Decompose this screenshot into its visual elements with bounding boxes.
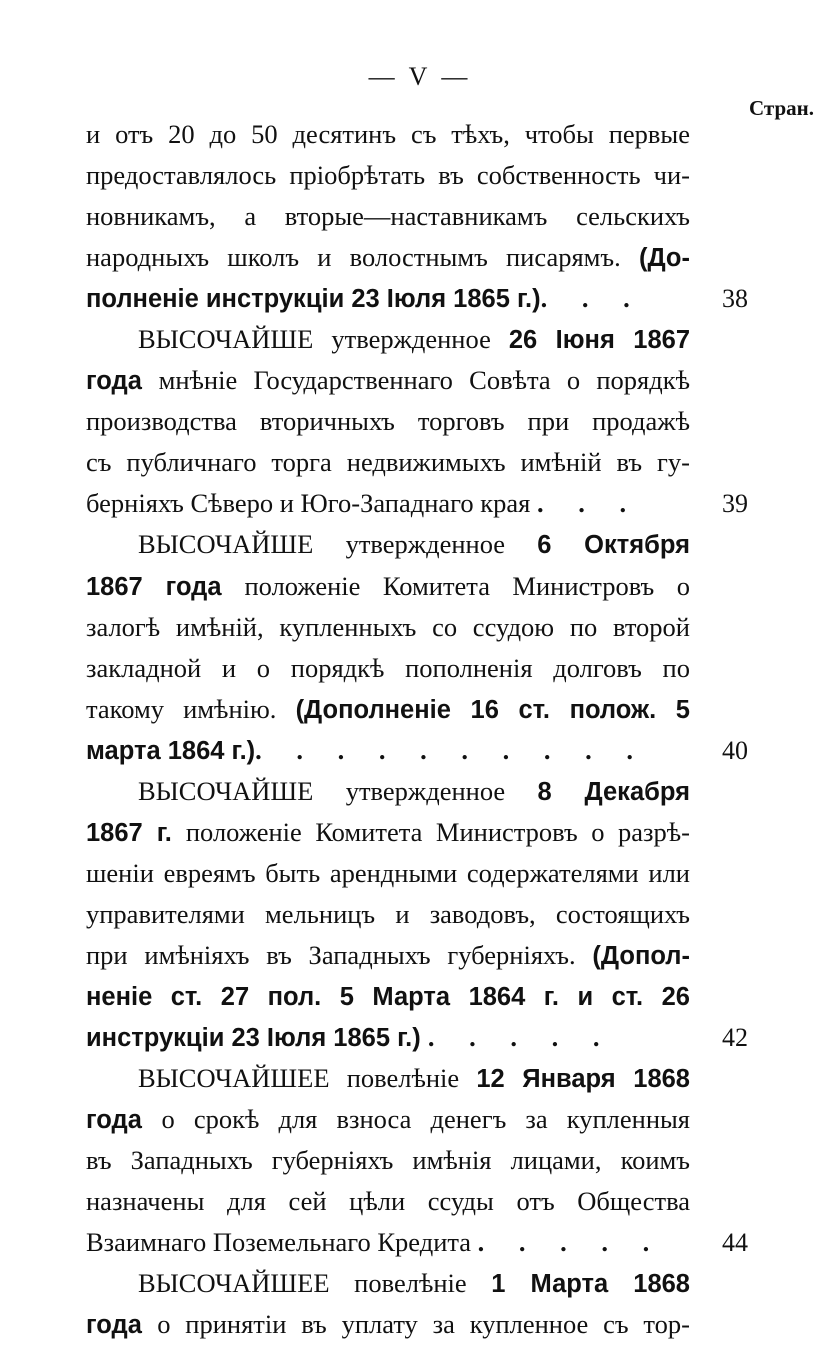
page-reference: 39	[722, 489, 748, 519]
text-segment: положеніе Комитета Министровъ о	[244, 570, 690, 601]
text-segment: управителями мельницъ и заводовъ, состоящихъ	[86, 898, 690, 929]
bold-text: (Допол-	[592, 941, 690, 970]
text-segment: ВЫСОЧАЙШЕ утвержденное	[138, 775, 538, 806]
bold-text: года	[86, 367, 159, 396]
text-line	[86, 155, 690, 196]
leader-dots: . . . . . . . . . .	[255, 734, 648, 765]
bold-text: неніе ст. 27 пол. 5 Марта 1864 г. и ст. 26	[86, 982, 690, 1011]
bold-text: 8 Декабря	[537, 777, 691, 806]
bold-text: полненіе инструкціи 23 Іюля 1865 г.)	[86, 285, 541, 314]
text-line	[86, 483, 748, 524]
bold-text: (До-	[638, 244, 690, 273]
text-line	[86, 812, 690, 853]
bold-text: года	[86, 1106, 162, 1135]
text-segment: берніяхъ Сѣверо и Юго-Западнаго края	[86, 488, 537, 519]
text-line	[86, 976, 690, 1017]
text-line	[86, 196, 690, 237]
text-line	[86, 524, 690, 565]
page-reference: 42	[722, 1023, 748, 1053]
text-segment: шеніи евреямъ быть арендными содержателями или	[86, 857, 690, 888]
text-line	[86, 1263, 690, 1304]
text-line	[86, 771, 690, 812]
text-line	[86, 935, 690, 976]
text-segment: утвержденное	[331, 324, 509, 355]
text-line	[86, 1017, 748, 1058]
bold-text: 1 Марта 1868	[491, 1270, 690, 1299]
text-segment: Взаимнаго Поземельнаго Кредита	[86, 1227, 478, 1258]
bold-text: 12 Января 1868	[476, 1065, 690, 1094]
page-reference: 40	[722, 735, 748, 765]
text-segment: о срокѣ для взноса денегъ за купленныя	[161, 1104, 690, 1135]
text-line	[86, 401, 690, 442]
text-line	[86, 237, 690, 278]
page-number: — V —	[368, 62, 472, 91]
text-line	[86, 853, 690, 894]
text-line	[86, 566, 690, 607]
text-segment: ВЫСОЧАЙШЕЕ повелѣніе	[138, 1063, 477, 1094]
text-line	[86, 730, 748, 771]
text-line	[86, 360, 690, 401]
text-line	[86, 442, 690, 483]
text-segment: съ публичнаго торга недвижимыхъ имѣній въ гу-	[86, 447, 690, 478]
text-segment: въ Западныхъ губерніяхъ имѣнія лицами, коимъ	[86, 1145, 690, 1176]
table-of-contents-body	[86, 114, 748, 1345]
bold-text: (Дополненіе 16 ст. полож. 5	[295, 695, 690, 724]
leader-dots: . . .	[540, 283, 644, 314]
text-segment: ВЫСОЧАЙШЕЕ повелѣніе	[138, 1268, 492, 1299]
bold-text: инструкціи 23 Іюля 1865 г.)	[86, 1024, 428, 1053]
leader-dots: . . .	[536, 488, 641, 519]
text-line	[86, 1304, 690, 1345]
bold-text: 1867 г.	[86, 818, 186, 847]
text-segment: и отъ 20 до 50 десятинъ съ тѣхъ, чтобы первые	[86, 119, 690, 149]
text-line	[86, 1058, 690, 1099]
page-reference: 44	[722, 1228, 748, 1258]
page-reference: 38	[722, 284, 748, 314]
text-segment: о принятіи въ уплату за купленное съ тор-	[157, 1309, 690, 1340]
bold-text: года	[86, 1311, 158, 1340]
bold-text: 1867 года	[86, 572, 245, 601]
text-line	[86, 278, 748, 319]
bold-text: марта 1864 г.)	[86, 736, 256, 765]
text-line	[86, 319, 690, 360]
text-line	[86, 689, 690, 730]
text-segment: ВЫСОЧАЙШЕ	[138, 324, 332, 355]
text-line	[86, 607, 690, 648]
text-line	[86, 1099, 690, 1140]
text-segment: залогѣ имѣній, купленныхъ со ссудою по второй	[86, 611, 690, 642]
text-segment: народныхъ школъ и волостнымъ писарямъ.	[86, 242, 639, 273]
leader-dots: . . . . .	[477, 1227, 664, 1258]
text-segment: мнѣніе Государственнаго Совѣта о порядкѣ	[158, 365, 690, 396]
text-line	[86, 894, 690, 935]
text-line	[86, 1222, 748, 1263]
bold-text: 26 Іюня 1867	[508, 326, 691, 355]
text-segment: ВЫСОЧАЙШЕ утвержденное	[138, 529, 538, 560]
text-segment: при имѣніяхъ въ Западныхъ губерніяхъ.	[86, 939, 593, 970]
text-line	[86, 1181, 690, 1222]
leader-dots: . . . . .	[427, 1022, 614, 1053]
text-line	[86, 114, 690, 155]
text-segment: закладной и о порядкѣ пополненія долговъ по	[86, 652, 690, 683]
text-segment: положеніе Комитета Министровъ о разрѣ-	[185, 816, 690, 847]
text-segment: назначены для сей цѣли ссуды отъ Общества	[86, 1186, 690, 1217]
text-segment: новникамъ, а вторые—наставникамъ сельскихъ	[86, 201, 690, 232]
text-line	[86, 648, 690, 689]
text-segment: производства вторичныхъ торговъ при продажѣ	[86, 406, 690, 437]
page-column-header: Стран.	[749, 96, 814, 120]
bold-text: 6 Октября	[537, 531, 690, 560]
text-line	[86, 1140, 690, 1181]
text-segment: предоставлялось пріобрѣтать въ собственность чи-	[86, 160, 690, 191]
text-segment: такому имѣнію.	[86, 693, 296, 724]
